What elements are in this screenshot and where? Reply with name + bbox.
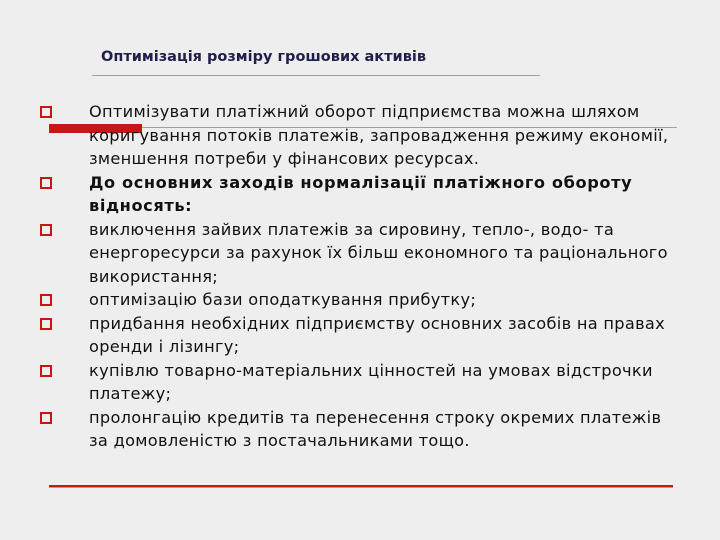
bullet-text: виключення зайвих платежів за сировину, тепло-, водо- та енергоресурси за рахунок їх більш економного та раціонального використання; (89, 219, 668, 286)
hollow-square-bullet-icon (40, 412, 52, 424)
bullet-item (0, 100, 669, 171)
bullet-text: пролонгацію кредитів та перенесення строку окремих платежів за домовленістю з постачальниками тощо. (89, 407, 662, 450)
hollow-square-bullet-icon (40, 294, 52, 306)
bullet-item (0, 288, 669, 312)
bullet-text: До основних заходів нормалізації платіжного обороту відносять: (89, 172, 633, 215)
hollow-square-bullet-icon (40, 318, 52, 330)
bullet-text: оптимізацію бази оподаткування прибутку; (89, 290, 477, 309)
title-underline (92, 75, 540, 76)
bullet-item (0, 406, 669, 453)
hollow-square-bullet-icon (40, 177, 52, 189)
bullet-item (0, 359, 669, 406)
slide-title: Оптимізація розміру грошових активів (101, 49, 427, 65)
bullet-list (0, 100, 720, 453)
bullet-item (0, 312, 669, 359)
footer-rule (49, 487, 673, 488)
bullet-text: Оптимізувати платіжний оборот підприємства можна шляхом коригування потоків платежів, запровадження режиму економії, зменшення потреби у фінансових ресурсах. (89, 102, 669, 168)
bullet-item (0, 171, 669, 218)
bullet-text: купівлю товарно-матеріальних цінностей на умовах відстрочки платежу; (89, 360, 653, 403)
hollow-square-bullet-icon (40, 224, 52, 236)
hollow-square-bullet-icon (40, 365, 52, 377)
bullet-item (0, 218, 669, 289)
hollow-square-bullet-icon (40, 106, 52, 118)
bullet-text: придбання необхідних підприємству основних засобів на правах оренди і лізингу; (89, 313, 666, 356)
